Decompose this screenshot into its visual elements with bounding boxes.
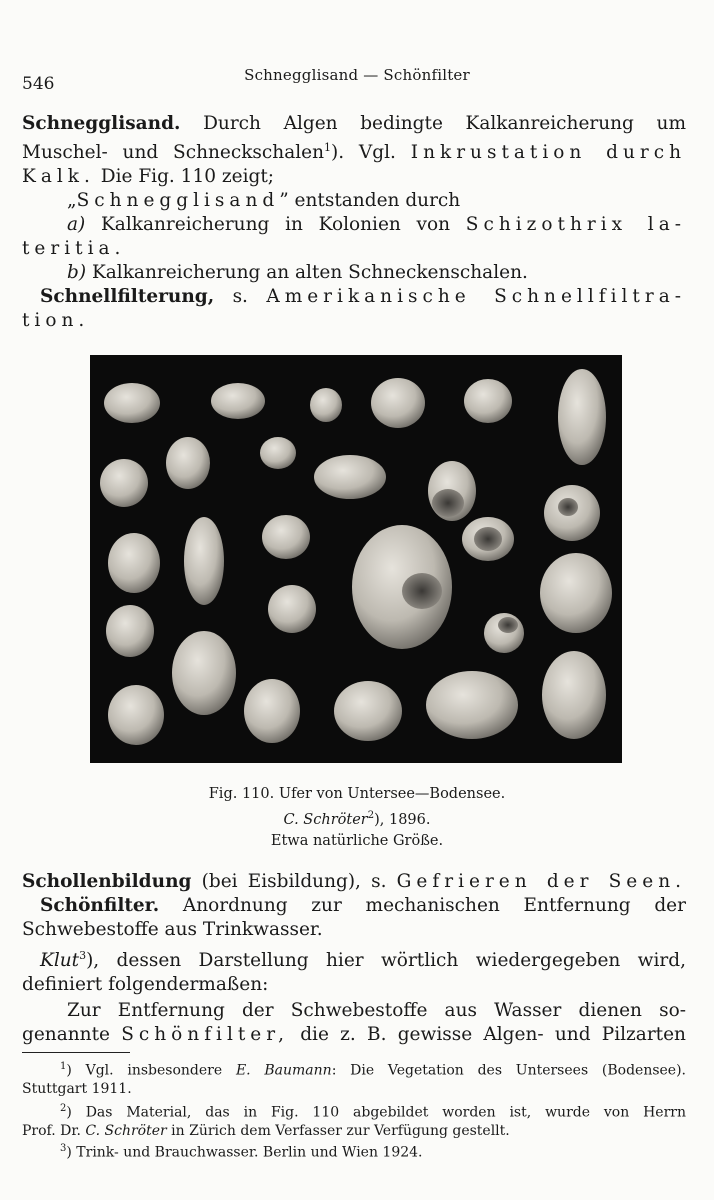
- text-run: Anordnung zur mechanischen Entfernung der: [182, 895, 686, 916]
- spaced-term: Schnegglisand: [76, 190, 280, 212]
- text-line: [22, 213, 686, 237]
- text-run: ) Vgl. insbesondere: [66, 1062, 223, 1079]
- figure-caption: [0, 784, 714, 852]
- text-line: [22, 189, 686, 213]
- stone: [371, 378, 425, 428]
- entry-term: Schönfilter.: [40, 895, 160, 916]
- footnote-1: [22, 1058, 686, 1099]
- entry-term: Schnegglisand.: [22, 113, 181, 134]
- stone: [542, 651, 606, 739]
- stone-hole: [402, 573, 442, 609]
- spaced-term: Schönfilter,: [121, 1024, 289, 1046]
- entry-term: Schollenbildung: [22, 871, 192, 892]
- stone: [108, 685, 164, 745]
- text-run: ), dessen Darstellung hier wörtlich wiedergegeben wird,: [86, 950, 686, 972]
- stone: [104, 383, 160, 423]
- stone: [464, 379, 512, 423]
- spaced-term: Inkrustation durch: [410, 142, 687, 164]
- text-line: [22, 894, 686, 918]
- stone: [334, 681, 402, 741]
- stones-illustration: [90, 355, 622, 763]
- stone: [540, 553, 612, 633]
- footnote-divider: [22, 1052, 130, 1053]
- text-line: [22, 237, 686, 261]
- list-label: a): [67, 214, 86, 236]
- stone: [100, 459, 148, 507]
- entry-schnegglisand: [22, 112, 686, 333]
- running-head: Schnegglisand — Schönfilter: [244, 66, 470, 84]
- spaced-term: teritia.: [22, 238, 126, 260]
- stone-hole: [498, 617, 518, 633]
- footnote-2: [22, 1100, 686, 1141]
- footnote-mark: 3: [60, 1143, 67, 1154]
- list-label: b): [67, 262, 87, 284]
- text-run: in Zürich dem Verfasser zur Verfügung gestellt.: [171, 1123, 510, 1140]
- text-run: die z. B. gewisse Algen- und Pilzarten: [300, 1024, 686, 1046]
- author-name: Klut: [40, 950, 80, 972]
- stone: [260, 437, 296, 469]
- text-line: [22, 309, 686, 333]
- stone: [426, 671, 518, 739]
- spaced-term: Gefrieren der Seen.: [396, 871, 686, 892]
- stone: [310, 388, 342, 422]
- footnote-ref: 2: [367, 810, 375, 821]
- text-run: Die Fig. 110 zeigt;: [100, 166, 274, 188]
- text-run: ). Vgl.: [331, 142, 396, 164]
- entry-block-lower: [22, 870, 686, 1047]
- text-line: [22, 285, 686, 309]
- page-number: 546: [22, 74, 55, 94]
- stone: [558, 369, 606, 465]
- text-run: Kalkanreicherung an alten Schneckenschalen.: [91, 262, 528, 284]
- text-line: [22, 136, 686, 165]
- stone-hole: [432, 489, 464, 517]
- text-run: Prof. Dr.: [22, 1123, 81, 1140]
- stone: [172, 631, 236, 715]
- text-run: Kalkanreicherung in Kolonien von: [100, 214, 451, 236]
- spaced-term: Amerikanische Schnellfiltra-: [266, 286, 686, 308]
- caption-author: C. Schröter: [283, 811, 368, 828]
- text-line: [22, 261, 686, 285]
- figure-photograph: [90, 355, 622, 763]
- text-run: ), 1896.: [374, 811, 431, 828]
- text-line: Zur Entfernung der Schwebestoffe aus Wasser dienen so-: [67, 1000, 686, 1022]
- footnote-line: [22, 1058, 686, 1080]
- footnote-ref: 3: [79, 949, 87, 962]
- text-run: genannte: [22, 1024, 110, 1046]
- text-run: ” entstanden durch: [279, 190, 461, 212]
- footnote-3: [22, 1140, 686, 1162]
- text-run: Muschel- und Schneckschalen: [22, 142, 325, 164]
- footnote-author: C. Schröter: [85, 1123, 167, 1140]
- text-run: ) Trink- und Brauchwasser. Berlin und Wien 1924.: [66, 1144, 423, 1161]
- text-line: [22, 1023, 686, 1047]
- stone: [184, 517, 224, 605]
- stone: [262, 515, 310, 559]
- stone: [244, 679, 300, 743]
- spaced-term: Kalk.: [22, 166, 95, 188]
- stone-hole: [558, 498, 578, 516]
- stone: [108, 533, 160, 593]
- footnote-line: [22, 1122, 686, 1141]
- text-run: ) Das Material, das in Fig. 110 abgebildet worden ist, wurde von Herrn: [66, 1104, 686, 1121]
- footnote-line: [22, 1100, 686, 1122]
- entry-term: Schnellfilterung,: [40, 286, 215, 308]
- stone: [166, 437, 210, 489]
- text-run: s.: [232, 286, 248, 308]
- text-run: : Die Vegetation des Untersees (Bodensee).: [331, 1062, 687, 1079]
- footnote-line: Stuttgart 1911.: [22, 1081, 132, 1098]
- text-run: „: [67, 190, 77, 212]
- spaced-term: tion.: [22, 310, 90, 332]
- text-line: [22, 944, 686, 973]
- text-line: [22, 165, 686, 189]
- stone: [211, 383, 265, 419]
- footnote-ref: 1: [324, 141, 332, 154]
- caption-line: Etwa natürliche Größe.: [270, 832, 444, 849]
- stone: [314, 455, 386, 499]
- spaced-term: Schizothrix la-: [465, 214, 687, 236]
- stone-hole: [474, 527, 502, 551]
- stone: [268, 585, 316, 633]
- text-run: (bei Eisbildung), s.: [201, 871, 387, 892]
- text-line: [22, 870, 686, 894]
- footnote-line: [22, 1140, 686, 1162]
- text-run: Durch Algen bedingte Kalkanreicherung um: [203, 113, 686, 134]
- footnote-mark: 2: [60, 1103, 67, 1114]
- text-line: [22, 112, 686, 136]
- caption-line: [0, 805, 714, 831]
- stone: [106, 605, 154, 657]
- footnote-author: E. Baumann: [235, 1062, 332, 1079]
- text-line: Schwebestoffe aus Trinkwasser.: [22, 919, 323, 940]
- text-line: definiert folgendermaßen:: [22, 974, 269, 996]
- caption-line: Fig. 110. Ufer von Untersee—Bodensee.: [208, 786, 506, 802]
- footnote-mark: 1: [60, 1061, 67, 1072]
